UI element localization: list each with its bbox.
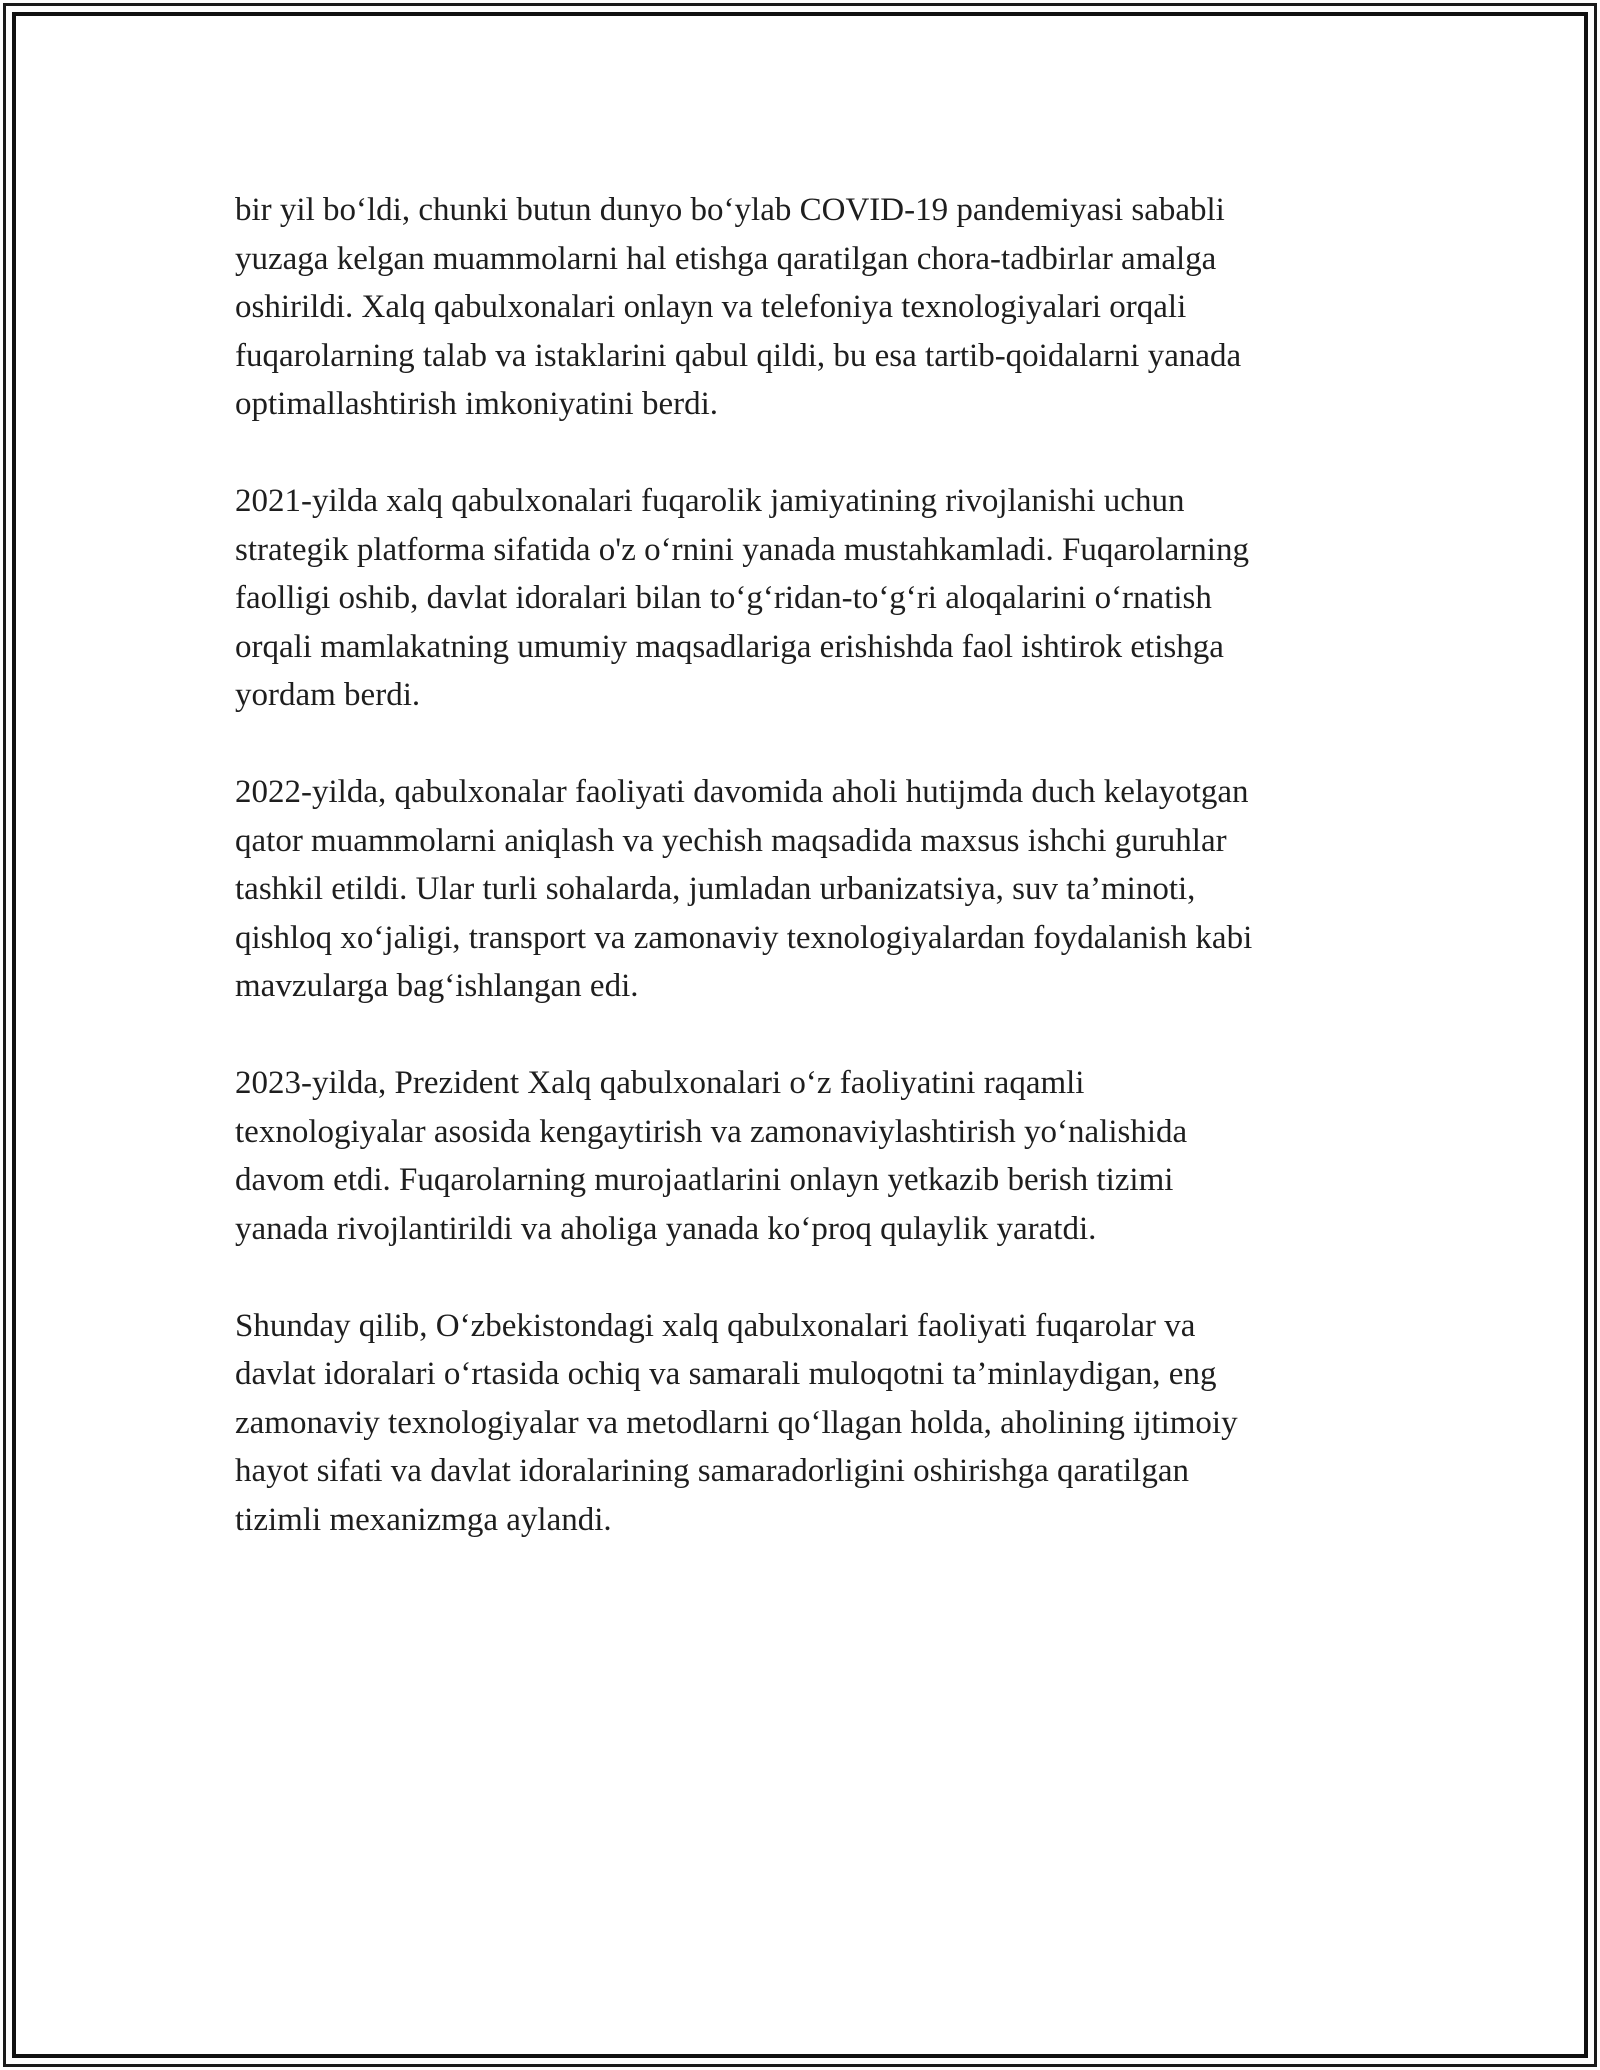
text-line: qishloq xo‘jaligi, transport va zamonaviy texnologiyalardan foydalanish kabi (235, 919, 1253, 956)
paragraph-2023 (235, 1059, 1395, 1253)
text-line: mavzularga bag‘ishlangan edi. (235, 968, 639, 1004)
text-line: davom etdi. Fuqarolarning murojaatlarini onlayn yetkazib berish tizimi (235, 1162, 1174, 1198)
paragraph-2021 (235, 477, 1395, 720)
text-line: zamonaviy texnologiyalar va metodlarni qo‘llagan holda, aholining ijtimoiy (235, 1404, 1238, 1441)
paragraph-2022 (235, 768, 1395, 1011)
text-line: oshirildi. Xalq qabulxonalari onlayn va telefoniya texnologiyalari orqali (235, 289, 1187, 325)
text-line: qator muammolarni aniqlash va yechish maqsadida maxsus ishchi guruhlar (235, 822, 1227, 859)
text-line: faolligi oshib, davlat idoralari bilan to‘g‘ridan-to‘g‘ri aloqalarini o‘rnatish (235, 580, 1212, 616)
text-line: optimallashtirish imkoniyatini berdi. (235, 386, 719, 422)
text-line: yuzaga kelgan muammolarni hal etishga qaratilgan chora-tadbirlar amalga (235, 240, 1217, 277)
text-line: bir yil bo‘ldi, chunki butun dunyo bo‘ylab COVID-19 pandemiyasi sababli (235, 192, 1225, 228)
document-body (235, 186, 1395, 1544)
text-line: hayot sifati va davlat idoralarining samaradorligini oshirishga qaratilgan (235, 1453, 1189, 1489)
text-line: tashkil etildi. Ular turli sohalarda, jumladan urbanizatsiya, suv ta’minoti, (235, 871, 1196, 907)
text-line: 2022-yilda, qabulxonalar faoliyati davomida aholi hutijmda duch kelayotgan (235, 774, 1249, 810)
text-line: texnologiyalar asosida kengaytirish va zamonaviylashtirish yo‘nalishida (235, 1113, 1188, 1150)
text-line: tizimli mexanizmga aylandi. (235, 1501, 612, 1538)
text-line: yanada rivojlantirildi va aholiga yanada ko‘proq qulaylik yaratdi. (235, 1210, 1097, 1247)
text-line: fuqarolarning talab va istaklarini qabul qildi, bu esa tartib-qoidalarni yanada (235, 337, 1242, 374)
paragraph-covid (235, 186, 1395, 429)
text-line: 2021-yilda xalq qabulxonalari fuqarolik jamiyatining rivojlanishi uchun (235, 483, 1185, 519)
text-line: orqali mamlakatning umumiy maqsadlariga erishishda faol ishtirok etishga (235, 628, 1224, 665)
paragraph-conclusion (235, 1302, 1395, 1545)
text-line: 2023-yilda, Prezident Xalq qabulxonalari o‘z faoliyatini raqamli (235, 1065, 1085, 1101)
text-line: yordam berdi. (235, 677, 421, 713)
text-line: strategik platforma sifatida o'z o‘rnini yanada mustahkamladi. Fuqarolarning (235, 531, 1249, 568)
text-line: davlat idoralari o‘rtasida ochiq va samarali muloqotni ta’minlaydigan, eng (235, 1356, 1217, 1392)
text-line: Shunday qilib, O‘zbekistondagi xalq qabulxonalari faoliyati fuqarolar va (235, 1307, 1196, 1344)
